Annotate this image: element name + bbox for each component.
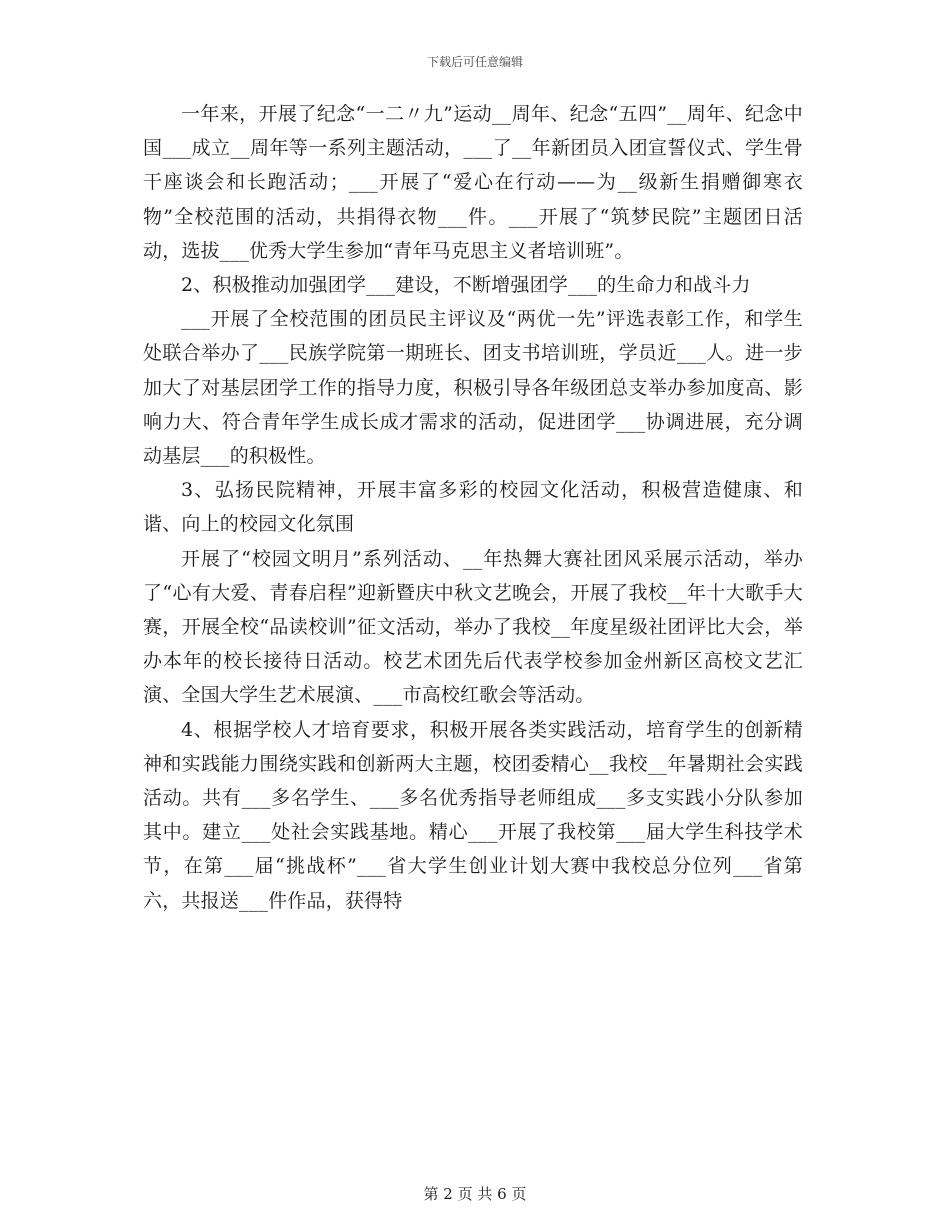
section-heading-2: 2、积极推动加强团学___建设，不断增强团学___的生命力和战斗力 bbox=[181, 274, 751, 297]
paragraph-activities-summary: 一年来，开展了纪念“一二〃九”运动__周年、纪念“五四”__周年、纪念中国___成立__周年等一系列主题活动，___了__年新团员入团宣誓仪式、学生骨干座谈会和长跑活动；___开展了“爱心在行动——为__级新生捐赠御寒衣物”全校范围的活动，共捐得衣物___件。___开展了“筑梦民院”主题团日活动，选拔___优秀大学生参加“青年马克思主义者培训班”。 bbox=[143, 103, 803, 262]
section-heading-3: 3、弘扬民院精神，开展丰富多彩的校园文化活动，积极营造健康、和谐、向上的校园文化氛围 bbox=[143, 479, 803, 536]
document-body bbox=[143, 97, 803, 918]
paragraph-team-building: ___开展了全校范围的团员民主评议及“两优一先”评选表彰工作，和学生处联合举办了___民族学院第一期班长、团支书培训班，学员近___人。进一步加大了对基层团学工作的指导力度，积极引导各年级团总支举办参加度高、影响力大、符合青年学生成长成才需求的活动，促进团学___协调进展，充分调动基层___的积极性。 bbox=[143, 308, 803, 468]
page-header: 下载后可任意编辑 bbox=[426, 55, 523, 69]
page-footer: 第 2 页 共 6 页 bbox=[423, 1185, 527, 1203]
paragraph-practice-activities: 4、根据学校人才培育要求，积极开展各类实践活动，培育学生的创新精神和实践能力围绕实践和创新两大主题，校团委精心__我校__年暑期社会实践活动。共有___多名学生、___多名优秀指导老师组成___多支实践小分队参加其中。建立___处社会实践基地。精心___开展了我校第___届大学生科技学术节，在第___届“挑战杯”___省大学生创业计划大赛中我校总分位列___省第六，共报送___件作品，获得特 bbox=[143, 718, 803, 912]
paragraph-campus-culture: 开展了“校园文明月”系列活动、__年热舞大赛社团风采展示活动，举办了“心有大爱、青春启程”迎新暨庆中秋文艺晚会，开展了我校__年十大歌手大赛，开展全校“品读校训”征文活动，举办了我校__年度星级社团评比大会，举办本年的校长接待日活动。校艺术团先后代表学校参加金州新区高校文艺汇演、全国大学生艺术展演、___市高校红歌会等活动。 bbox=[143, 547, 803, 707]
